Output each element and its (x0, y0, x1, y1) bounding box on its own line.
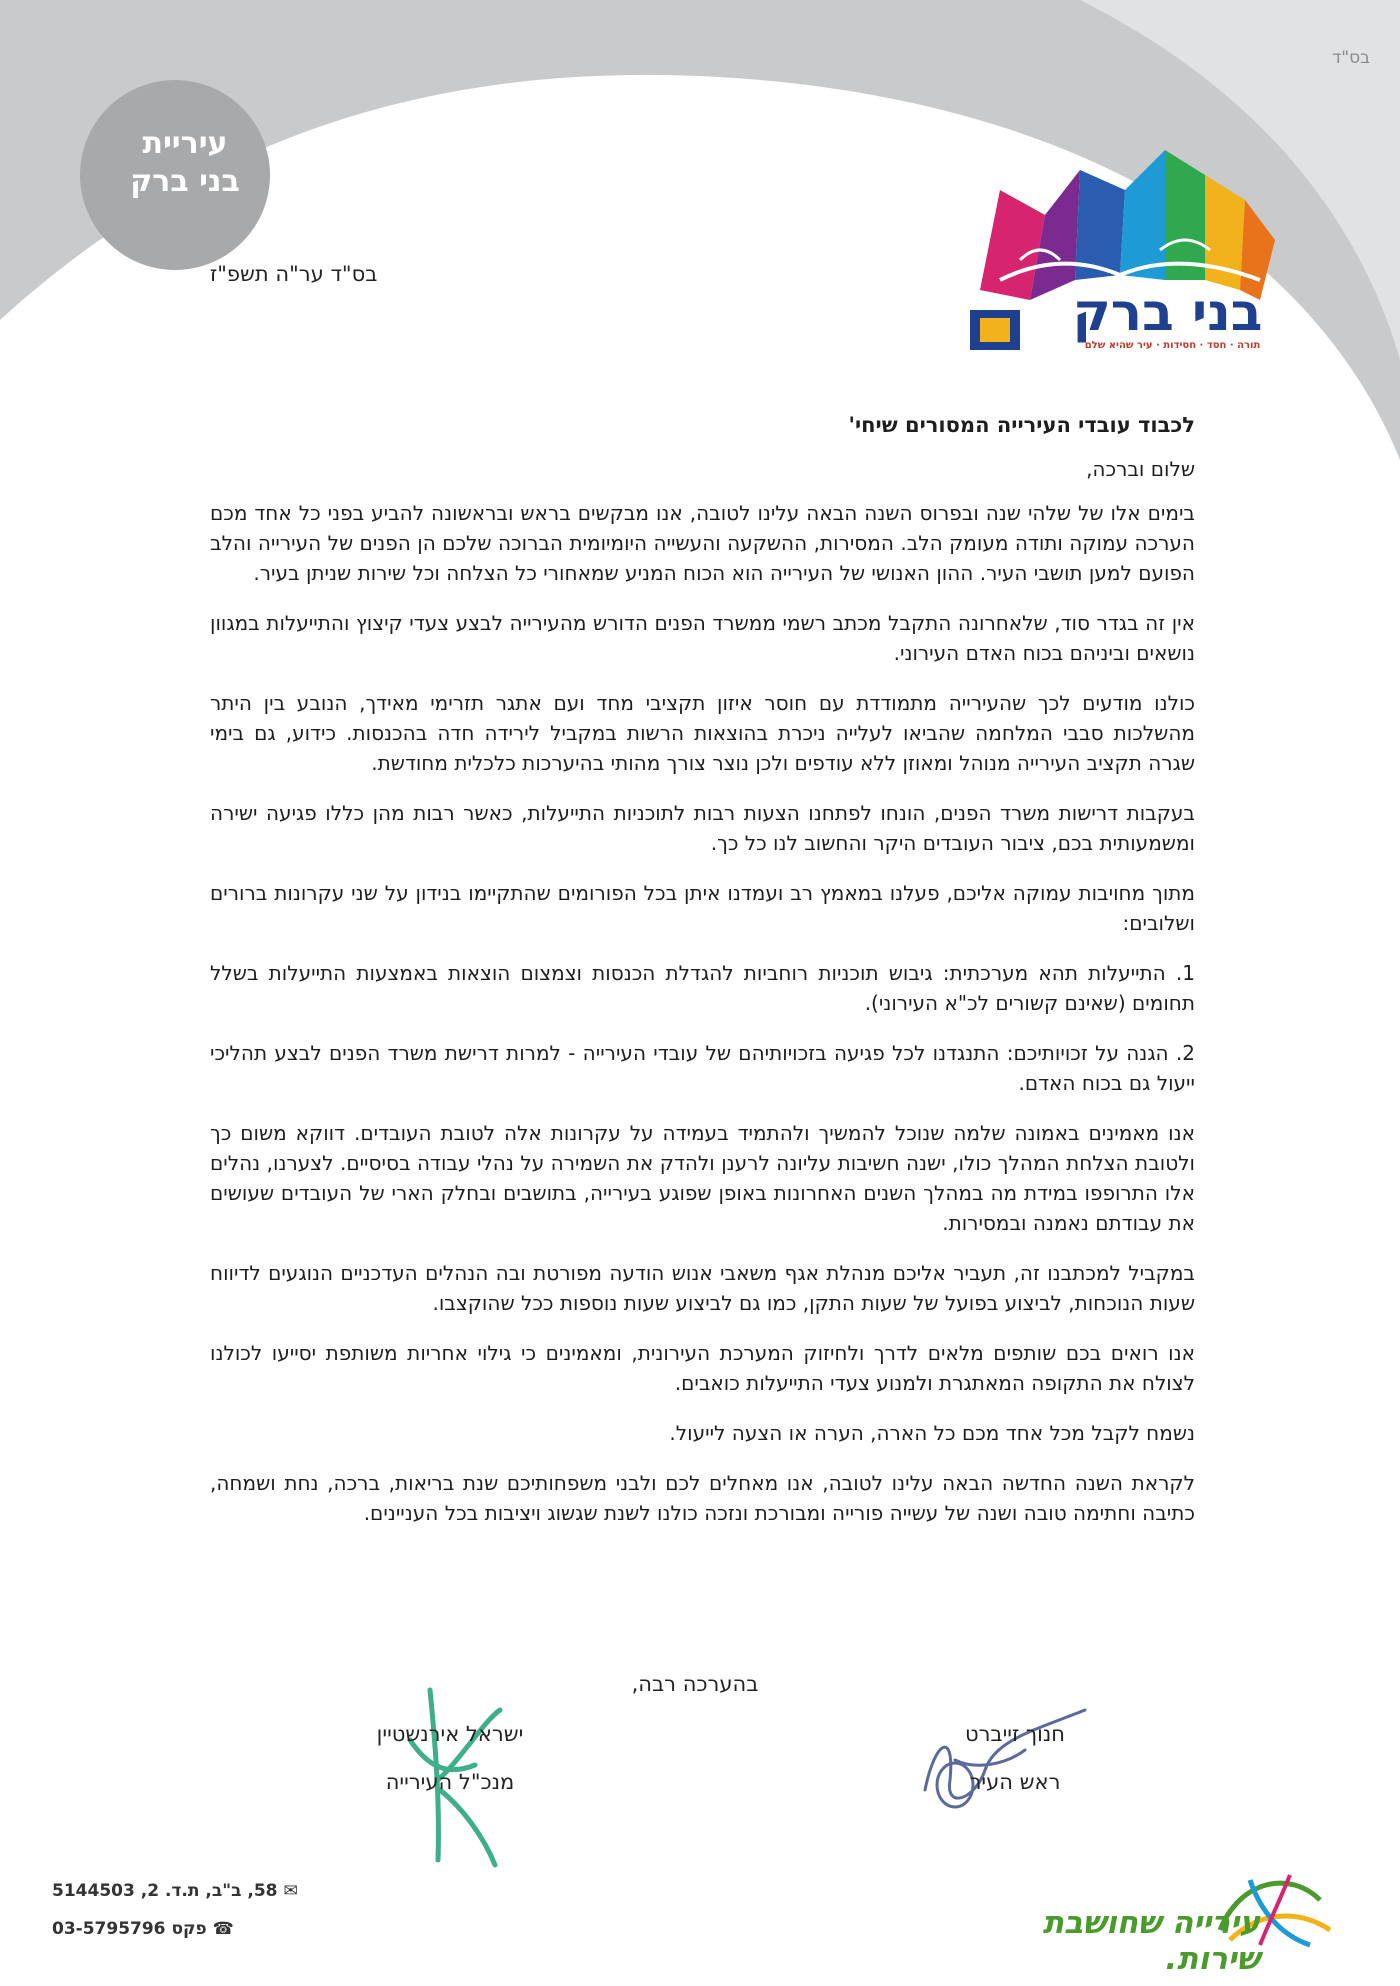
city-seal-line-2: בני ברק (130, 164, 240, 199)
letter-paragraph: אנו מאמינים באמונה שלמה שנוכל להמשיך ולהתמיד בעמידה על עקרונות אלה לטובת העובדים. דווקא משום כך ולטובת הצלחת המהלך כולו, ישנה חשיבות עליונה לרענן ולהדק את השמירה על נהלי עבודה בסיסיים. לצערנו, נהלים אלו התרופפו במידת מה במהלך השנים האחרונות באופן שפוגע בעירייה, בתושבים ובחלק הארי של העובדים שעושים את עבודתם נאמנה ובמסירות. (210, 1121, 1195, 1235)
signer-title-right: ראש העיר (969, 1770, 1061, 1794)
logo-name: בני ברק (1072, 283, 1263, 343)
mail-icon: ✉ (283, 1881, 298, 1901)
letter-paragraph: במקביל למכתבנו זה, תעביר אליכם מנהלת אגף משאבי אנוש הודעה מפורטת ובה הנהלים העדכניים הנוגעים לדיווח שעות הנוכחות, לביצוע בפועל של שעות התקן, כמו גם לביצוע שעות נוספות ככל שהוקצבו. (210, 1261, 1195, 1315)
city-seal-line-1: עיריית (142, 126, 228, 161)
logo-tagline: תורה · חסד · חסידות · עיר שהיא שלם (1084, 340, 1261, 351)
footer-contact (52, 1872, 312, 1948)
letter-greeting: שלום וברכה, (1086, 457, 1195, 481)
kasd-mark: בס"ד (1332, 48, 1370, 68)
letter-paragraph: 1. התייעלות תהא מערכתית: גיבוש תוכניות רוחביות להגדלת הכנסות וצמצום הוצאות באמצעות התייעלות בשלל תחומים (שאינם קשורים לכ"א העירוני). (210, 961, 1195, 1015)
signer-name-left: ישראל אירנשטיין (376, 1722, 524, 1746)
signature-right (895, 1710, 1135, 1806)
letter-paragraph: בעקבות דרישות משרד הפנים, הונחו לפתחנו הצעות רבות לתוכניות התייעלות, כאשר רבות מהן כללו פגיעה ישירה ומשמעותית בכם, ציבור העובדים היקר והחשוב לנו כל כך. (210, 801, 1195, 855)
city-seal (90, 125, 280, 255)
letter-paragraph: 2. הגנה על זכויותיכם: התנגדנו לכל פגיעה בזכויותיהם של עובדי העירייה - למרות דרישת משרד הפנים לבצע תהליכי ייעול גם בכוח האדם. (210, 1041, 1195, 1095)
signer-title-left: מנכ"ל העירייה (385, 1770, 515, 1794)
letter-paragraph: מתוך מחויבות עמוקה אליכם, פעלנו במאמץ רב ועמדנו איתן בכל הפורומים שהתקיימו בנידון על שני עקרונות ברורים ושלובים: (210, 881, 1195, 935)
hebrew-date: בס"ד ער"ה תשפ"ז (210, 262, 378, 286)
letter-addressee: לכבוד עובדי העירייה המסורים שיחי' (848, 413, 1195, 437)
fax-icon: ☎ (212, 1919, 234, 1939)
letter-paragraph: נשמח לקבל מכל אחד מכם כל הארה, הערה או הצעה לייעול. (669, 1421, 1195, 1445)
footer-fax: ☎ פקס 03-5795796 (52, 1919, 234, 1939)
letter-body (210, 410, 1195, 1548)
footer-address: ✉ 58, ב"ב, ת.ד. 2, 5144503 (52, 1881, 298, 1901)
signature-left (330, 1710, 570, 1806)
letter-paragraph: אנו רואים בכם שותפים מלאים לדרך ולחיזוק המערכת העירונית, ומאמינים כי גילוי אחריות משותפת יסייעו לכולנו לצולח את התקופה המאתגרת ולמנוע צעדי התייעלות כואבים. (210, 1341, 1195, 1395)
letter-paragraph: בימים אלו של שלהי שנה ובפרוס השנה הבאה עלינו לטובה, אנו מבקשים בראש ובראשונה להביע בפני כל אחד מכם הערכה עמוקה ותודה מעומק הלב. המסירות, ההשקעה והעשייה היומיומית הברוכה שלכם הן הפנים של העירייה והלב הפועם למען תושבי העיר. ההון האנושי של העירייה הוא הכוח המניע שמאחורי כל הצלחה וכל שירות שניתן בעיר. (210, 501, 1195, 585)
signer-name-right: חנוך זייברט (964, 1722, 1066, 1746)
letter-paragraph: כולנו מודעים לכך שהעירייה מתמודדת עם חוסר איזון תקציבי מחד ועם אתגר תזרימי מאידך, הנובע בין היתר מהשלכות סבבי המלחמה שהביאו לעלייה ניכרת בהוצאות הרשות במקביל לירידה חדה בהכנסות. כידוע, גם בימי שגרה תקציב העירייה מנוהל ומאוזן ללא עודפים ולכן נוצר צורך מהותי בהיערכות כלכלית מחודשת. (210, 691, 1195, 775)
letter-closing: בהערכה רבה, (631, 1672, 759, 1696)
letter-paragraph: לקראת השנה החדשה הבאה עלינו לטובה, אנו מאחלים לכם ולבני משפחותיכם שנת בריאות, ברכה, נחת ושמחה, כתיבה וחתימה טובה ושנה של עשייה פורייה ומבורכת ונזכה כולנו לשנת שגשוג ויציבות בכל העניינים. (210, 1471, 1195, 1525)
footer-slogan: עירייה שחושבת שירות. (1042, 1905, 1260, 1977)
letter-paragraph: אין זה בגדר סוד, שלאחרונה התקבל מכתב רשמי ממשרד הפנים הדורש מהעירייה לבצע צעדי קיצוץ והתייעלות במגוון נושאים וביניהם בכוח האדם העירוני. (210, 611, 1195, 665)
